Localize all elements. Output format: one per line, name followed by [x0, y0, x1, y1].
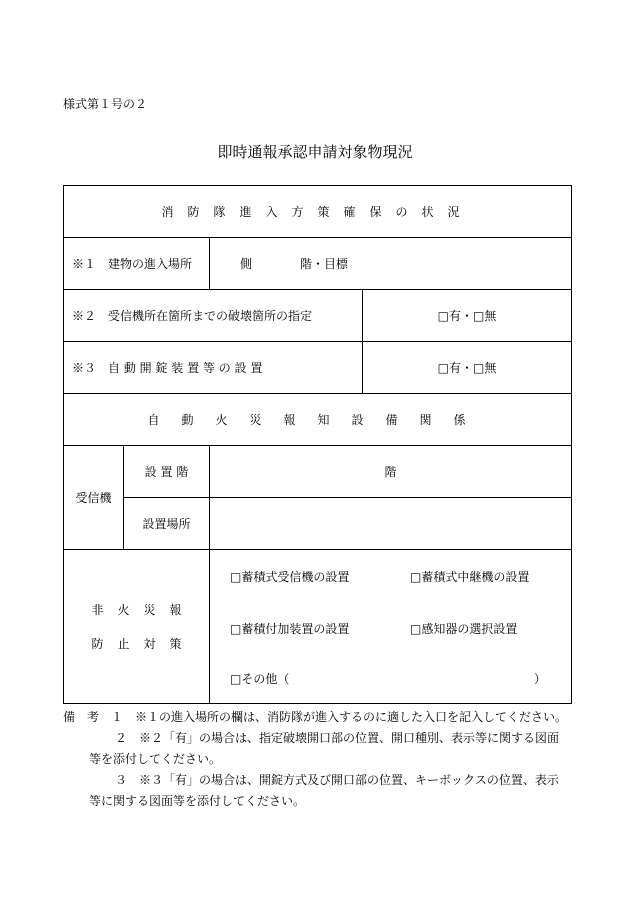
auto-unlock-choice[interactable]: □有・□無 — [363, 342, 572, 394]
entry-location-label: ※１ 建物の進入場所 — [64, 238, 210, 290]
break-point-choice[interactable]: □有・□無 — [363, 290, 572, 342]
break-point-label: ※２ 受信機所在箇所までの破壊箇所の指定 — [64, 290, 363, 342]
install-floor-label: 設 置 階 — [124, 446, 210, 498]
false-alarm-options — [210, 550, 572, 704]
entry-location-value[interactable]: 側 階・目標 — [210, 238, 572, 290]
option-storage-receiver[interactable]: □蓄積式受信機の設置 — [230, 570, 350, 584]
auto-unlock-label: ※３ 自 動 開 錠 装 置 等 の 設 置 — [64, 342, 363, 394]
remark-line-2: ２ ※２「有」の場合は、指定破壊開口部の位置、開口種別、表示等に関する図面 — [115, 731, 560, 745]
form-number: 様式第１号の２ — [63, 97, 148, 111]
remark-line-5: 等に関する図面等を添付してください。 — [89, 794, 306, 808]
install-place-label: 設置場所 — [124, 498, 210, 550]
option-detector-select[interactable]: □感知器の選択設置 — [410, 622, 518, 636]
remark-line-4: ３ ※３「有」の場合は、開錠方式及び開口部の位置、キーボックスの位置、表示 — [115, 773, 559, 787]
status-table — [63, 185, 572, 704]
option-storage-addon[interactable]: □蓄積付加装置の設置 — [230, 622, 350, 636]
false-alarm-label-line1: 非 火 災 報 — [91, 602, 182, 617]
option-other[interactable]: □その他（ — [230, 672, 290, 686]
section2-header: 自動火災報知設備関係 — [64, 394, 572, 446]
option-storage-relay[interactable]: □蓄積式中継機の設置 — [410, 570, 530, 584]
install-floor-value[interactable]: 階 — [210, 446, 572, 498]
false-alarm-label — [64, 550, 210, 704]
install-place-value[interactable] — [210, 498, 572, 550]
option-other-close: ） — [534, 672, 547, 686]
false-alarm-label-line2: 防 止 対 策 — [91, 636, 182, 651]
remark-line-1: 備 考 １ ※１の進入場所の欄は、消防隊が進入するのに適した入口を記入してください。 — [63, 710, 568, 724]
receiver-label: 受信機 — [64, 446, 124, 550]
remark-line-3: 等を添付してください。 — [89, 752, 222, 766]
remarks — [63, 707, 573, 812]
page-title: 即時通報承認申請対象物現況 — [217, 143, 413, 161]
section1-header: 消防隊進入方策確保の状況 — [64, 186, 572, 238]
